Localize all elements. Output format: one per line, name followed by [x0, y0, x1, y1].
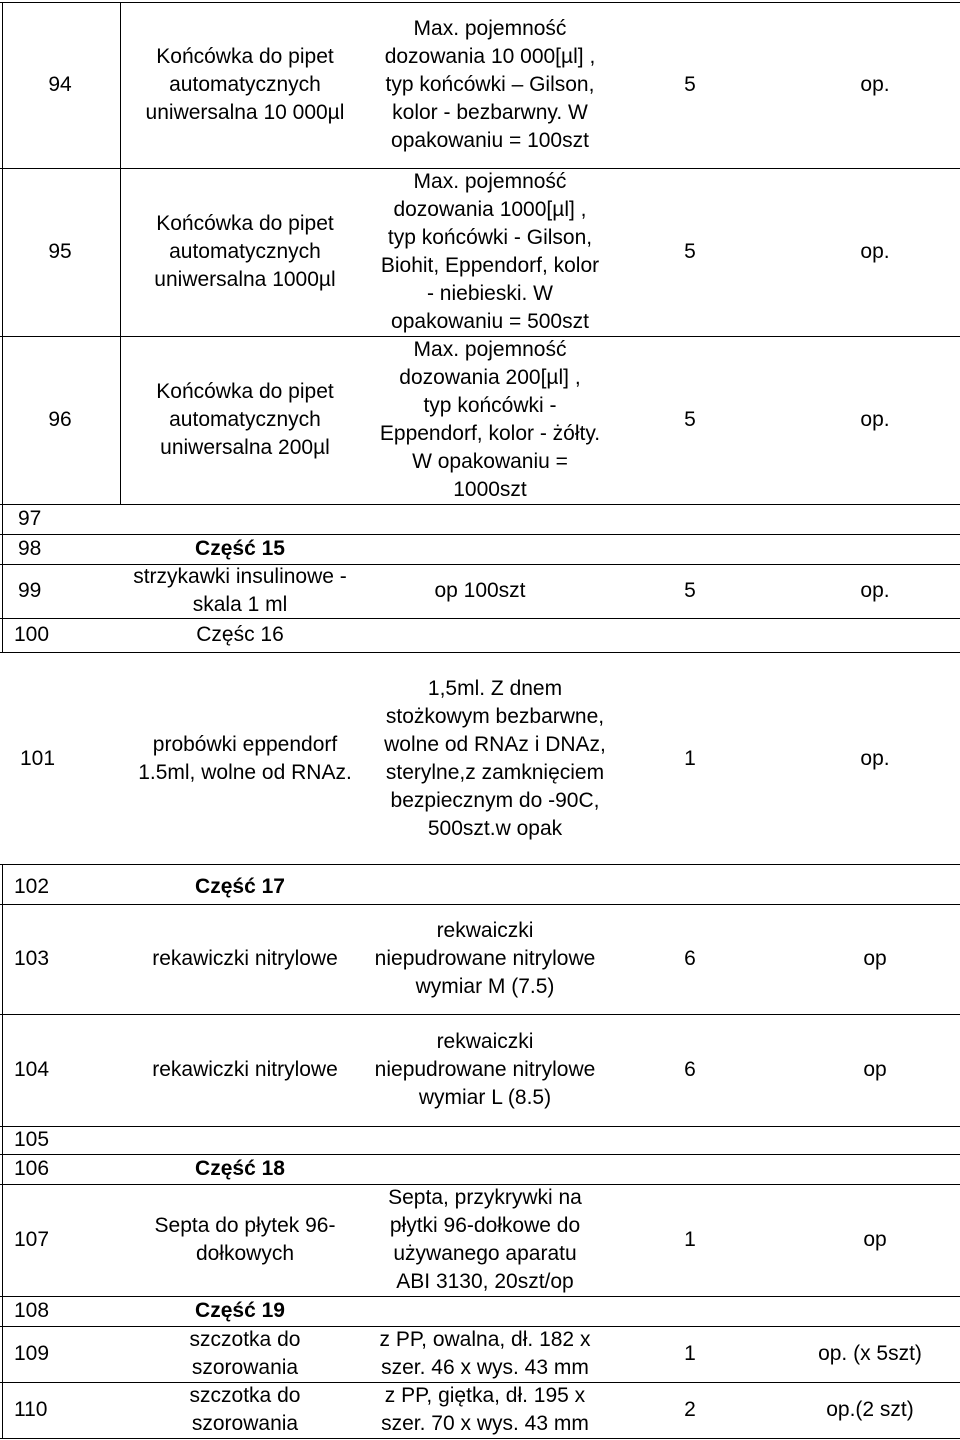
item-unit: op [863, 947, 887, 970]
table-row [0, 564, 960, 618]
item-quantity: 6 [684, 1058, 696, 1081]
item-description: rekwaiczki niepudrowane nitrylowe wymiar M (7.5) [374, 919, 596, 998]
section-heading: Część 18 [195, 1157, 285, 1180]
table-row [0, 1382, 960, 1438]
row-number: 104 [14, 1058, 50, 1081]
item-unit: op.(2 szt) [826, 1398, 914, 1421]
item-quantity: 6 [684, 947, 696, 970]
table-row [0, 870, 960, 904]
item-unit: op. (x 5szt) [818, 1342, 922, 1365]
item-description: z PP, owalna, dł. 182 x szer. 46 x wys. 43 mm [379, 1328, 591, 1379]
table-row [0, 504, 960, 534]
section-heading: Część 17 [195, 875, 285, 898]
item-name: Septa do płytek 96- dołkowych [154, 1214, 336, 1265]
item-description: 1,5ml. Z dnem stożkowym bezbarwne, wolne od RNAz i DNAz, sterylne,z zamknięciem bezpiecznym do -90C, 500szt.w opak [384, 677, 606, 840]
item-name: szczotka do szorowania [189, 1384, 301, 1435]
table-row [0, 336, 960, 504]
row-number: 106 [14, 1157, 50, 1180]
item-description: Max. pojemność dozowania 200[µl] , typ końcówki - Eppendorf, kolor - żółty. W opakowaniu = 1000szt [379, 338, 601, 501]
table-row [0, 904, 960, 1014]
item-description: z PP, giętka, dł. 195 x szer. 70 x wys. 43 mm [381, 1384, 589, 1435]
table-row [0, 1014, 960, 1126]
row-number: 108 [14, 1299, 50, 1322]
item-quantity: 5 [684, 73, 696, 96]
section-heading: Część 19 [195, 1299, 285, 1322]
item-description: Max. pojemność dozowania 10 000[µl] , typ końcówki – Gilson, kolor - bezbarwny. W opakowaniu = 100szt [384, 17, 596, 152]
item-name: probówki eppendorf 1.5ml, wolne od RNAz. [138, 733, 352, 784]
item-description: Septa, przykrywki na płytki 96-dołkowe do używanego aparatu ABI 3130, 20szt/op [388, 1186, 582, 1293]
item-quantity: 1 [684, 1342, 696, 1365]
item-name: Końcówka do pipet automatycznych uniwersalna 10 000µl [145, 45, 345, 124]
row-number: 109 [14, 1342, 50, 1365]
item-quantity: 5 [684, 408, 696, 431]
table-row [0, 664, 960, 854]
item-name: strzykawki insulinowe - skala 1 ml [133, 565, 347, 616]
item-quantity: 2 [684, 1398, 696, 1421]
row-number: 102 [14, 875, 50, 898]
table-row [0, 1126, 960, 1154]
item-description: rekwaiczki niepudrowane nitrylowe wymiar L (8.5) [374, 1030, 596, 1109]
item-unit: op. [860, 73, 890, 96]
item-name: rekawiczki nitrylowe [152, 1058, 338, 1081]
table-row [0, 1296, 960, 1326]
row-number: 100 [14, 623, 50, 646]
section-heading: Część 15 [195, 537, 285, 560]
row-number: 95 [48, 240, 72, 263]
item-name: Końcówka do pipet automatycznych uniwersalna 200µl [156, 380, 334, 459]
row-number: 105 [14, 1128, 50, 1151]
item-quantity: 5 [684, 579, 696, 602]
item-unit: op. [860, 579, 890, 602]
item-unit: op [863, 1058, 887, 1081]
item-quantity: 1 [684, 1228, 696, 1251]
table-row [0, 1154, 960, 1184]
section-heading: Częśc 16 [196, 623, 284, 646]
item-name: rekawiczki nitrylowe [152, 947, 338, 970]
item-unit: op. [860, 408, 890, 431]
item-quantity: 5 [684, 240, 696, 263]
item-quantity: 1 [684, 747, 696, 770]
item-unit: op. [860, 747, 890, 770]
table-row [0, 618, 960, 652]
item-description: op 100szt [434, 579, 526, 602]
row-number: 107 [14, 1228, 50, 1251]
row-number: 110 [14, 1398, 48, 1421]
item-unit: op [863, 1228, 887, 1251]
table-row [0, 1326, 960, 1382]
item-name: szczotka do szorowania [189, 1328, 301, 1379]
table-row [0, 1184, 960, 1296]
table-row [0, 534, 960, 564]
row-number: 98 [18, 537, 42, 560]
row-number: 103 [14, 947, 50, 970]
item-description: Max. pojemność dozowania 1000[µl] , typ końcówki - Gilson, Biohit, Eppendorf, kolor - niebieski. W opakowaniu = 500szt [380, 170, 600, 333]
row-number: 97 [18, 507, 42, 530]
table-row [0, 168, 960, 336]
row-number: 99 [18, 579, 42, 602]
row-number: 94 [48, 73, 72, 96]
item-unit: op. [860, 240, 890, 263]
row-number: 96 [48, 408, 72, 431]
item-name: Końcówka do pipet automatycznych uniwersalna 1000µl [154, 212, 336, 291]
row-number: 101 [20, 747, 56, 770]
table-row [0, 2, 960, 168]
